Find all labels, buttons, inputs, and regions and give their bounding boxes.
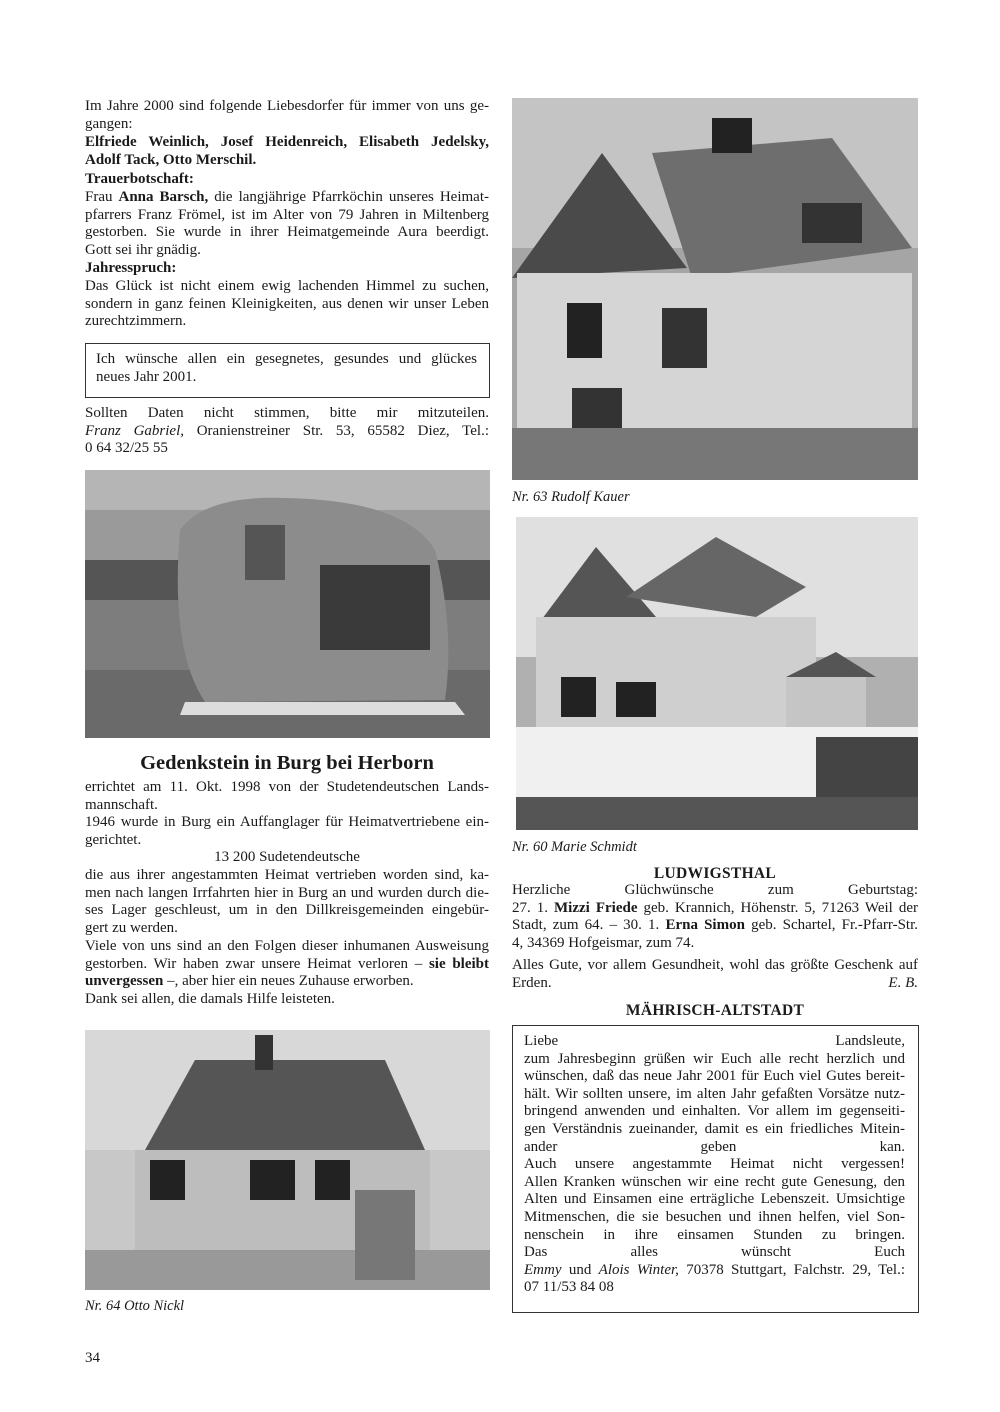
bold-text: sie bleibt [428, 955, 489, 972]
text-run: und [561, 1261, 599, 1278]
text-line [85, 867, 489, 885]
text-line [85, 134, 489, 152]
text-line [96, 351, 477, 369]
spruch-heading: Jahresspruch: [85, 260, 177, 276]
text-line [85, 242, 489, 260]
text-run: Gott sei ihr gnädig. [85, 241, 201, 258]
text-run: 70378 Stuttgart, Falchstr. 29, Tel.: [678, 1261, 906, 1278]
text-run: 4, 34369 Hofgeismar, zum 74. [512, 934, 695, 951]
contact-paragraph [85, 405, 489, 458]
text-run: bringend anwenden und einhalten. Vor allem im gegenseiti- [524, 1103, 905, 1120]
ludwigsthal-closing [512, 957, 918, 975]
memorial-paragraph-2 [85, 814, 489, 849]
text-line [96, 369, 477, 387]
trauer-paragraph [85, 189, 489, 259]
bold-text: Anna Barsch, [118, 189, 209, 205]
text-run: Oranienstreiner Str. 53, 65582 Diez, Tel.: [183, 422, 489, 439]
text-run: die langjährige Pfarrköchin unseres Heimat- [208, 189, 489, 205]
text-line [512, 882, 918, 900]
text-run: Dank sei allen, die damals Hilfe leisteten. [85, 991, 335, 1007]
text-run: nenschein in ihre einsamen Stunden zu bringen. [524, 1226, 905, 1243]
text-run: hält. Wir sollten unsere, im alten Jahr gefaßten Vorsätze nutz- [524, 1085, 905, 1102]
text-run: ander geben kan. [524, 1138, 905, 1155]
text-line [524, 1262, 905, 1280]
text-run: Alles Gute, vor allem Gesundheit, wohl das größte Geschenk auf [512, 957, 918, 973]
memorial-title: Gedenkstein in Burg bei Herborn [140, 752, 434, 774]
text-run: pfarrers Franz Frömel, ist im Alter von 79 Jahren in Miltenberg [85, 206, 489, 223]
spruch-paragraph [85, 278, 489, 331]
text-run: Ich wünsche allen ein gesegnetes, gesundes und glückes [96, 351, 477, 367]
text-line [524, 1068, 905, 1086]
memorial-paragraph-4 [85, 938, 489, 991]
text-run: Allen Kranken wünschen wir eine recht gute Genesung, den [524, 1173, 905, 1190]
text-line [524, 1191, 905, 1209]
ludwigsthal-heading: LUDWIGSTHAL [653, 865, 777, 882]
text-run: gert zu werden. [85, 919, 178, 936]
text-line [85, 224, 489, 242]
text-line [85, 440, 489, 458]
text-line [85, 278, 489, 296]
text-run: gestorben. Wir haben zwar unsere Heimat verloren – [85, 955, 429, 972]
text-run: gangen: [85, 115, 133, 132]
ludwigsthal-paragraph [512, 882, 918, 952]
text-line [524, 1156, 905, 1174]
italic-text: Emmy [524, 1261, 562, 1278]
text-run: gen Verständnis zueinander, damit es ein friedliches Mitein- [524, 1120, 905, 1137]
caption-kauer: Nr. 63 Rudolf Kauer [512, 489, 630, 505]
text-line [85, 116, 489, 134]
intro-paragraph [85, 98, 489, 133]
text-line [85, 797, 489, 815]
text-run: 0 64 32/25 55 [85, 440, 168, 457]
text-run: Alten und Einsamen eine erträgliche Lebenszeit. Umsichtige [524, 1191, 905, 1208]
text-line [85, 885, 489, 903]
text-run: 07 11/53 84 08 [524, 1279, 614, 1296]
text-line [524, 1121, 905, 1139]
text-run: ses Lager geschleust, um in den Dillkreisgemeinden eingebür- [85, 902, 489, 919]
text-run: neues Jahr 2001. [96, 368, 197, 385]
text-run: zurechtzimmern. [85, 313, 187, 330]
text-run: 1946 wurde in Burg ein Auffanglager für Heimatvertriebene ein- [85, 814, 489, 830]
text-line [85, 313, 489, 331]
text-run: Liebe Landsleute, [524, 1033, 905, 1049]
text-line [524, 1139, 905, 1157]
memorial-paragraph-3 [85, 867, 489, 937]
text-line [512, 917, 918, 935]
text-run: wünschen, daß das neue Jahr 2001 für Euch viel Gutes bereit- [524, 1068, 905, 1085]
text-line [512, 900, 918, 918]
text-line [85, 956, 489, 974]
text-line [85, 296, 489, 314]
memorial-paragraph-5 [85, 991, 489, 1009]
text-line [524, 1051, 905, 1069]
text-run: Stadt, zum 64. – 30. 1. [512, 917, 666, 934]
altstadt-letter [524, 1033, 905, 1297]
altstadt-heading: MÄHRISCH-ALTSTADT [625, 1002, 805, 1019]
ludwigsthal-closing-line [512, 975, 918, 993]
text-run: 27. 1. [512, 899, 555, 916]
deceased-names [85, 134, 489, 169]
text-line [524, 1086, 905, 1104]
ludwigsthal-signature: E. B. [888, 975, 918, 991]
text-line [512, 935, 918, 953]
caption-schmidt: Nr. 60 Marie Schmidt [512, 839, 637, 855]
text-run: men nach langen Irrfahrten hier in Burg an und wurden durch die- [85, 884, 489, 901]
text-line [524, 1209, 905, 1227]
memorial-paragraph-1 [85, 779, 489, 814]
bold-text: Erna Simon [665, 917, 745, 934]
wish-box [85, 343, 490, 398]
text-run: errichtet am 11. Okt. 1998 von der Studetendeutschen Lands- [85, 779, 489, 795]
text-run: Das Glück ist nicht einem ewig lachenden Himmel zu suchen, [85, 278, 489, 294]
text-line [524, 1174, 905, 1192]
bold-text: unvergessen [85, 973, 164, 990]
text-run: Mitmenschen, die sie besuchen und ihnen helfen, viel Son- [524, 1208, 905, 1225]
wish-text [96, 351, 477, 386]
text-run: Sollten Daten nicht stimmen, bitte mir mitzuteilen. [85, 405, 489, 421]
altstadt-box [512, 1025, 919, 1313]
text-run: gerichtet. [85, 831, 142, 848]
text-run: Viele von uns sind an den Folgen dieser inhumanen Ausweisung [85, 938, 489, 954]
trauer-heading: Trauerbotschaft: [85, 171, 194, 187]
text-run: Das alles wünscht Euch [524, 1244, 905, 1261]
text-line [524, 1033, 905, 1051]
text-line [85, 423, 489, 441]
memorial-stone-photo [85, 470, 490, 738]
text-run: mannschaft. [85, 796, 158, 813]
text-run: zum Jahresbeginn grüßen wir Euch alle recht herzlich und [524, 1050, 905, 1067]
text-run: Frau [85, 189, 119, 205]
text-line [512, 957, 918, 975]
bold-text: Mizzi Friede [554, 899, 638, 916]
text-run: –, aber hier ein neues Zuhause erworben. [163, 973, 414, 990]
text-run: gestorben. Sie wurde in ihrer Heimatgemeinde Aura beerdigt. [85, 224, 489, 241]
text-line [85, 920, 489, 938]
text-run: geb. Schartel, Fr.-Pfarr-Str. [744, 917, 918, 934]
text-run: Auch unsere angestammte Heimat nicht vergessen! [524, 1156, 905, 1173]
text-line [85, 832, 489, 850]
text-line [85, 189, 489, 207]
text-run: die aus ihrer angestammten Heimat vertrieben worden sind, ka- [85, 867, 489, 883]
text-line [85, 991, 489, 1009]
text-run: sondern in ganz feinen Kleinigkeiten, aus denen wir unser Leben [85, 295, 489, 312]
italic-text: Alois Winter, [598, 1261, 679, 1278]
text-line [524, 1103, 905, 1121]
text-line [85, 902, 489, 920]
text-line [85, 938, 489, 956]
bold-text: Adolf Tack, Otto Merschil. [85, 151, 257, 168]
italic-text: Franz Gabriel, [85, 422, 184, 439]
text-line [85, 973, 489, 991]
text-line [85, 405, 489, 423]
house-kauer-photo [512, 98, 918, 480]
ludwigsthal-last-word: Erden. [512, 975, 552, 991]
text-run: geb. Krannich, Höhenstr. 5, 71263 Weil der [637, 899, 918, 916]
caption-nickl: Nr. 64 Otto Nickl [85, 1298, 185, 1314]
text-line [85, 779, 489, 797]
text-run: Herzliche Glüchwünsche zum Geburtstag: [512, 882, 918, 898]
text-line [524, 1227, 905, 1245]
memorial-count: 13 200 Sudetendeutsche [214, 849, 360, 865]
text-line [524, 1244, 905, 1262]
text-run: Im Jahre 2000 sind folgende Liebesdorfer für immer von uns ge- [85, 98, 489, 114]
page-number: 34 [85, 1350, 100, 1366]
text-line [85, 814, 489, 832]
text-line [85, 207, 489, 225]
bold-text: Elfriede Weinlich, Josef Heidenreich, Elisabeth Jedelsky, [85, 134, 489, 150]
text-line [85, 98, 489, 116]
text-line [85, 152, 489, 170]
house-schmidt-photo [516, 517, 918, 830]
house-nickl-photo [85, 1030, 490, 1290]
text-line [524, 1279, 905, 1297]
